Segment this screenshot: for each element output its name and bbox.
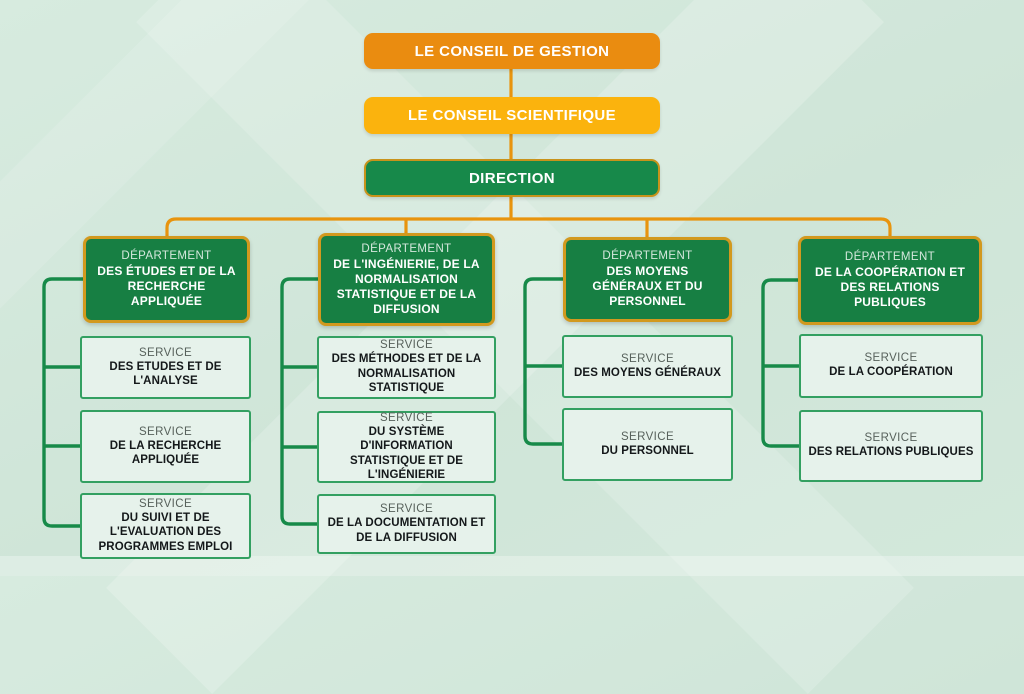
service-moyens-generaux — [562, 335, 733, 398]
service-kicker: SERVICE — [379, 411, 434, 424]
service-name: DES MÉTHODES ET DE LA NORMALISATION STATISTIQUE — [331, 353, 482, 395]
department-name: DE LA COOPÉRATION ET DES RELATIONS PUBLIQUES — [814, 265, 965, 309]
service-name: DE LA RECHERCHE APPLIQUÉE — [109, 439, 222, 466]
service-name: DE LA COOPÉRATION — [829, 366, 953, 379]
node-label: LE CONSEIL SCIENTIFIQUE — [407, 107, 617, 124]
service-kicker: SERVICE — [138, 497, 193, 510]
service-name: DES MOYENS GÉNÉRAUX — [574, 366, 721, 379]
node-label: LE CONSEIL DE GESTION — [414, 42, 610, 60]
service-kicker: SERVICE — [620, 430, 675, 443]
service-kicker: SERVICE — [138, 425, 193, 438]
service-name: DU SUIVI ET DE L'EVALUATION DES PROGRAMMES EMPLOI — [98, 511, 233, 553]
service-documentation-diffusion — [317, 494, 496, 554]
department-ingenierie-normalisation — [318, 233, 495, 326]
service-kicker: SERVICE — [864, 432, 918, 445]
department-kicker: DÉPARTEMENT — [602, 250, 693, 262]
service-kicker: SERVICE — [620, 352, 675, 365]
node-conseil-scientifique — [364, 97, 660, 134]
service-cooperation — [799, 334, 983, 398]
service-name: DU SYSTÈME D'INFORMATION STATISTIQUE ET DE L'INGÉNIERIE — [349, 425, 464, 481]
service-recherche-appliquee — [80, 410, 251, 483]
department-etudes-recherche — [83, 236, 250, 323]
department-name: DES MOYENS GÉNÉRAUX ET DU PERSONNEL — [592, 264, 703, 308]
service-relations-publiques — [799, 410, 983, 482]
background-bottom-strip — [0, 556, 1024, 576]
node-conseil-de-gestion — [364, 33, 660, 69]
bracket-dept3 — [525, 279, 564, 444]
service-systeme-information — [317, 411, 496, 483]
bracket-dept1 — [44, 279, 84, 526]
service-name: DE LA DOCUMENTATION ET DE LA DIFFUSION — [327, 517, 486, 544]
bracket-dept2 — [282, 279, 319, 524]
department-name: DES ÉTUDES ET DE LA RECHERCHE APPLIQUÉE — [97, 264, 236, 308]
service-name: DES RELATIONS PUBLIQUES — [808, 446, 974, 459]
service-methodes-normalisation — [317, 336, 496, 399]
service-kicker: SERVICE — [864, 352, 918, 365]
orange-connectors — [167, 68, 890, 238]
connector-rail — [167, 219, 890, 237]
node-label: DIRECTION — [468, 169, 556, 187]
service-kicker: SERVICE — [379, 339, 434, 352]
service-kicker: SERVICE — [379, 503, 434, 516]
department-name: DE L'INGÉNIERIE, DE LA NORMALISATION STATISTIQUE ET DE LA DIFFUSION — [333, 256, 480, 316]
node-direction — [364, 159, 660, 197]
department-kicker: DÉPARTEMENT — [121, 250, 212, 262]
service-kicker: SERVICE — [138, 346, 193, 359]
department-cooperation-relations — [798, 236, 982, 325]
department-kicker: DÉPARTEMENT — [361, 242, 452, 255]
bracket-dept4 — [763, 280, 800, 446]
department-moyens-personnel — [563, 237, 732, 322]
service-name: DU PERSONNEL — [601, 444, 694, 457]
service-personnel — [562, 408, 733, 481]
service-name: DES ETUDES ET DE L'ANALYSE — [109, 360, 222, 387]
department-kicker: DÉPARTEMENT — [844, 251, 936, 263]
service-etudes-analyse — [80, 336, 251, 399]
service-suivi-evaluation — [80, 493, 251, 559]
